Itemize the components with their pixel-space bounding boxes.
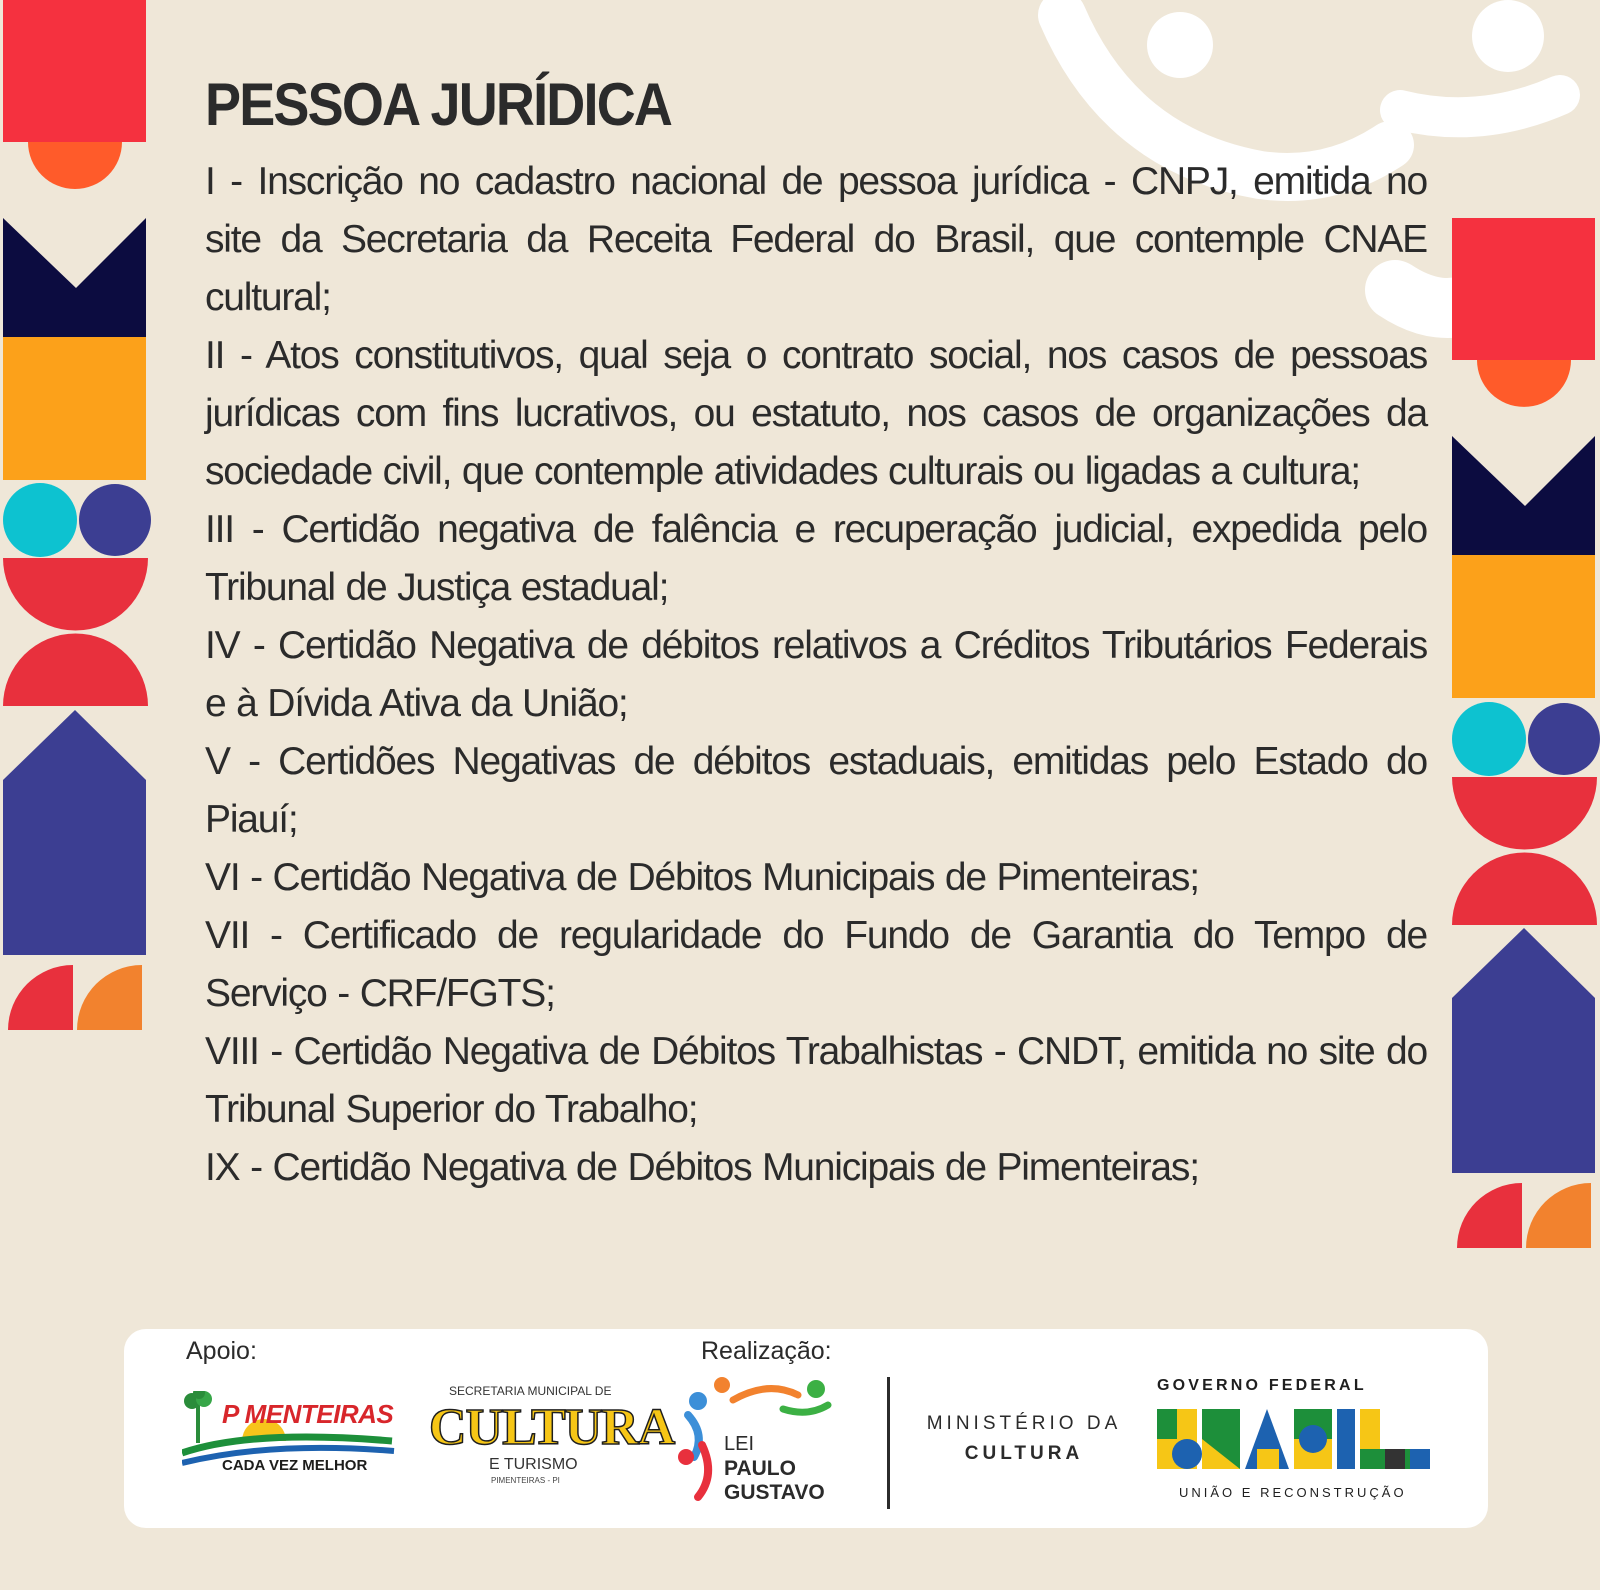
- page-title: PESSOA JURÍDICA: [205, 71, 672, 138]
- cultura-top-text: SECRETARIA MUNICIPAL DE: [449, 1384, 612, 1398]
- paulo-text: PAULO: [724, 1457, 796, 1480]
- list-item: IV - Certidão Negativa de débitos relativos a Créditos Tributários Federais e à Dívida Ativa da União;: [205, 624, 1427, 725]
- lei-text: LEI: [724, 1433, 755, 1455]
- list-item: I - Inscrição no cadastro nacional de pessoa jurídica - CNPJ, emitida no site da Secretaria da Receita Federal do Brasil, que contemple CNAE cultural;: [205, 160, 1427, 319]
- footer-sponsors: [124, 1329, 1488, 1528]
- divider: [887, 1377, 890, 1509]
- gustavo-text: GUSTAVO: [724, 1481, 825, 1504]
- pimenteiras-slogan: CADA VEZ MELHOR: [222, 1457, 368, 1474]
- cultura-middle-text: E TURISMO: [489, 1456, 578, 1473]
- requirements-list: [205, 153, 1427, 1197]
- cultura-word: CULTURA: [429, 1399, 675, 1456]
- governo-federal-text: GOVERNO FEDERAL: [1157, 1377, 1367, 1394]
- arc-icon: [728, 1375, 838, 1420]
- pimenteiras-logo: [182, 1391, 412, 1481]
- uniao-reconstrucao-text: UNIÃO E RECONSTRUÇÃO: [1179, 1485, 1407, 1500]
- list-item: III - Certidão negativa de falência e recuperação judicial, expedida pelo Tribunal de Justiça estadual;: [205, 508, 1427, 609]
- list-item: VIII - Certidão Negativa de Débitos Trabalhistas - CNDT, emitida no site do Tribunal Superior do Trabalho;: [205, 1030, 1427, 1131]
- cultura-small-text: PIMENTEIRAS - PI: [491, 1476, 560, 1485]
- brasil-logo-icon: [1157, 1404, 1432, 1474]
- ministerio-line1: MINISTÉRIO DA: [926, 1413, 1122, 1434]
- lei-paulo-gustavo-logo: [676, 1375, 856, 1515]
- list-item: VI - Certidão Negativa de Débitos Municipais de Pimenteiras;: [205, 856, 1199, 899]
- pimenteiras-name: P MENTEIRAS: [222, 1399, 394, 1429]
- ministerio-line2: CULTURA: [964, 1443, 1084, 1464]
- realization-label: Realização:: [701, 1337, 832, 1365]
- ministerio-logo: [914, 1409, 1134, 1469]
- list-item: VII - Certificado de regularidade do Fundo de Garantia do Tempo de Serviço - CRF/FGTS;: [205, 914, 1427, 1015]
- document-body: [205, 71, 1427, 1197]
- list-item: IX - Certidão Negativa de Débitos Municipais de Pimenteiras;: [205, 1146, 1199, 1189]
- list-item: V - Certidões Negativas de débitos estaduais, emitidas pelo Estado do Piauí;: [205, 740, 1427, 841]
- list-item: II - Atos constitutivos, qual seja o contrato social, nos casos de pessoas jurídicas com fins lucrativos, ou estatuto, nos casos de organizações da sociedade civil, que contemple atividades culturais ou ligadas a cultura;: [205, 334, 1427, 493]
- paulo-gustavo-text: [724, 1457, 825, 1505]
- support-label: Apoio:: [186, 1337, 257, 1365]
- cultura-logo: [429, 1384, 675, 1489]
